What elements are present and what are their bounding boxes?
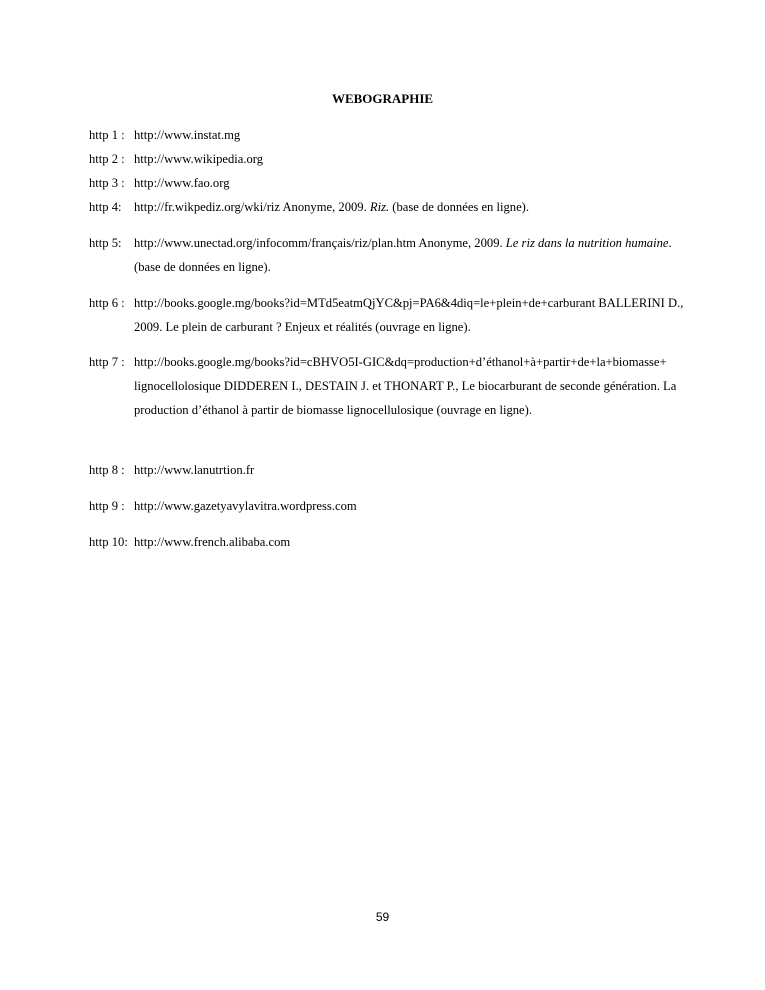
entry-url[interactable]: http://www.fao.org: [134, 176, 230, 190]
entry-author: Anonyme, 2009.: [415, 236, 506, 250]
entry-url[interactable]: http://www.wikipedia.org: [134, 152, 264, 166]
entry-label: http 1 :: [89, 128, 125, 142]
entry-url[interactable]: http://books.google.mg/books?id=cBHVO5I-GIC&dq=production+d’éthanol+à+partir+de+la+biomasse+: [134, 355, 667, 369]
webography-entry: [89, 123, 689, 147]
webography-entry: [89, 494, 689, 518]
entry-url[interactable]: http://fr.wikpediz.org/wki/riz: [134, 200, 280, 214]
entry-url[interactable]: http://www.unectad.org/infocomm/français/riz/plan.htm: [134, 236, 416, 250]
entry-url[interactable]: http://www.lanutrtion.fr: [134, 463, 255, 477]
webography-entry: [89, 530, 689, 554]
entry-url[interactable]: http://www.gazetyavylavitra.wordpress.com: [134, 499, 357, 513]
entry-description: BALLERINI D., 2009. Le plein de carburant ? Enjeux et réalités (ouvrage en ligne).: [134, 296, 684, 334]
entry-label: http 10:: [89, 535, 128, 549]
entry-label: http 7 :: [89, 355, 125, 369]
entry-author: Anonyme, 2009.: [279, 200, 370, 214]
entry-title: Le riz dans la nutrition humaine: [505, 236, 669, 250]
entry-title: Riz.: [369, 200, 390, 214]
entry-label: http 3 :: [89, 176, 125, 190]
page-number: 59: [375, 910, 390, 924]
entry-url[interactable]: http://www.french.alibaba.com: [134, 535, 291, 549]
webography-entry: [89, 231, 689, 279]
entry-description: (base de données en ligne).: [389, 200, 530, 214]
entry-url[interactable]: http://books.google.mg/books?id=MTd5eatmQjYC&pj=PA6&4diq=le+plein+de+carburant: [134, 296, 596, 310]
entry-label: http 8 :: [89, 463, 125, 477]
webography-entry: [89, 195, 689, 219]
entry-description: . (base de données en ligne).: [134, 236, 672, 274]
webography-entry: [89, 458, 689, 482]
entry-label: http 4:: [89, 200, 122, 214]
entry-label: http 9 :: [89, 499, 125, 513]
webography-entry: [89, 291, 689, 339]
entry-label: http 6 :: [89, 296, 125, 310]
page-title: WEBOGRAPHIE: [331, 91, 434, 106]
entry-label: http 2 :: [89, 152, 125, 166]
entry-url[interactable]: http://www.instat.mg: [134, 128, 241, 142]
webography-entry: [89, 147, 689, 171]
webography-entry: [89, 171, 689, 195]
entry-description: lignocellolosique DIDDEREN I., DESTAIN J. et THONART P., Le biocarburant de seconde génération. La production d’éthanol à partir de biomasse lignocellulosique (ouvrage en ligne).: [134, 379, 677, 417]
entry-label: http 5:: [89, 236, 122, 250]
webography-entry: [89, 350, 689, 422]
